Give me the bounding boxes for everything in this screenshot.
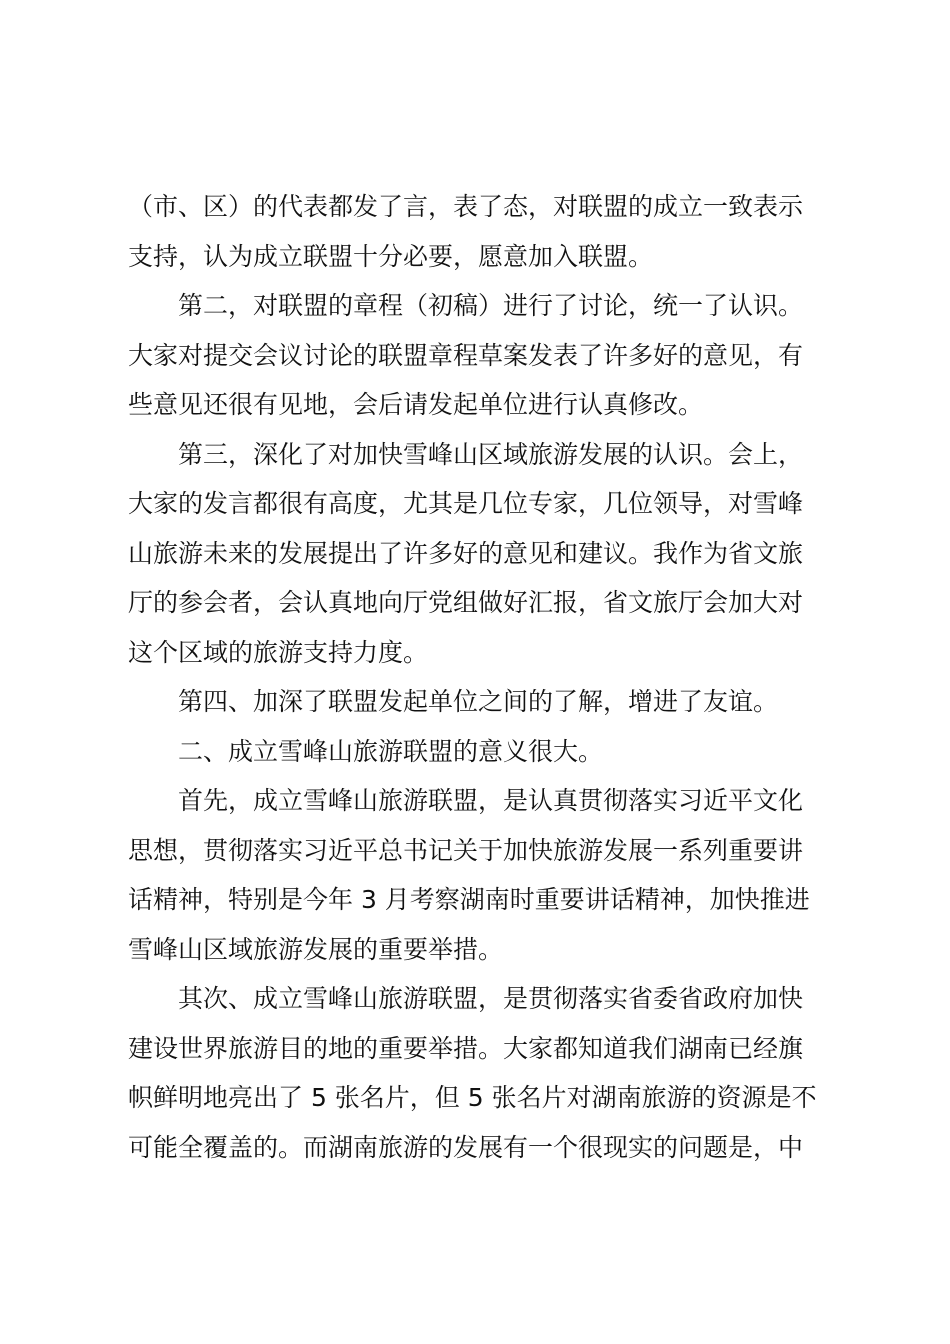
text-line: 可能全覆盖的。而湖南旅游的发展有一个很现实的问题是，中 [128,1132,804,1162]
paragraph-1 [128,182,836,281]
paragraph-5 [128,776,836,974]
text-line: 帜鲜明地亮出了 5 张名片，但 5 张名片对湖南旅游的资源是不 [128,1083,817,1112]
text-line: 些意见还很有见地，会后请发起单位进行认真修改。 [128,390,704,419]
text-line: 厅的参会者，会认真地向厅党组做好汇报，省文旅厅会加大对 [128,588,804,617]
text-line: 山旅游未来的发展提出了许多好的意见和建议。我作为省文旅 [128,538,804,568]
text-line: 第四、加深了联盟发起单位之间的了解，增进了友谊。 [178,687,779,716]
text-line: （市、区）的代表都发了言，表了态，对联盟的成立一致表示 [128,192,804,221]
paragraph-3 [128,430,836,678]
text-line: 第三，深化了对加快雪峰山区域旅游发展的认识。会上， [178,439,804,469]
text-line: 其次、成立雪峰山旅游联盟，是贯彻落实省委省政府加快 [178,984,804,1013]
text-line: 支持，认为成立联盟十分必要，愿意加入联盟。 [128,241,654,271]
text-line: 第二，对联盟的章程（初稿）进行了讨论，统一了认识。 [178,291,804,320]
text-line: 首先，成立雪峰山旅游联盟，是认真贯彻落实习近平文化 [178,786,804,815]
text-line: 雪峰山区域旅游发展的重要举措。 [128,934,504,964]
text-line: 思想，贯彻落实习近平总书记关于加快旅游发展一系列重要讲 [128,835,804,865]
text-line: 二、成立雪峰山旅游联盟的意义很大。 [178,736,604,766]
text-line: 大家的发言都很有高度，尤其是几位专家，几位领导，对雪峰 [128,489,804,518]
text-line: 大家对提交会议讨论的联盟章程草案发表了许多好的意见，有 [128,340,804,370]
paragraph-2 [128,281,836,430]
section-heading [128,727,836,777]
document-body [128,182,836,1172]
paragraph-4 [128,677,836,727]
text-line: 建设世界旅游目的地的重要举措。大家都知道我们湖南已经旗 [128,1033,804,1063]
paragraph-6 [128,974,836,1172]
text-line: 这个区域的旅游支持力度。 [128,637,429,667]
text-line: 话精神，特别是今年 3 月考察湖南时重要讲话精神，加快推进 [128,885,810,914]
